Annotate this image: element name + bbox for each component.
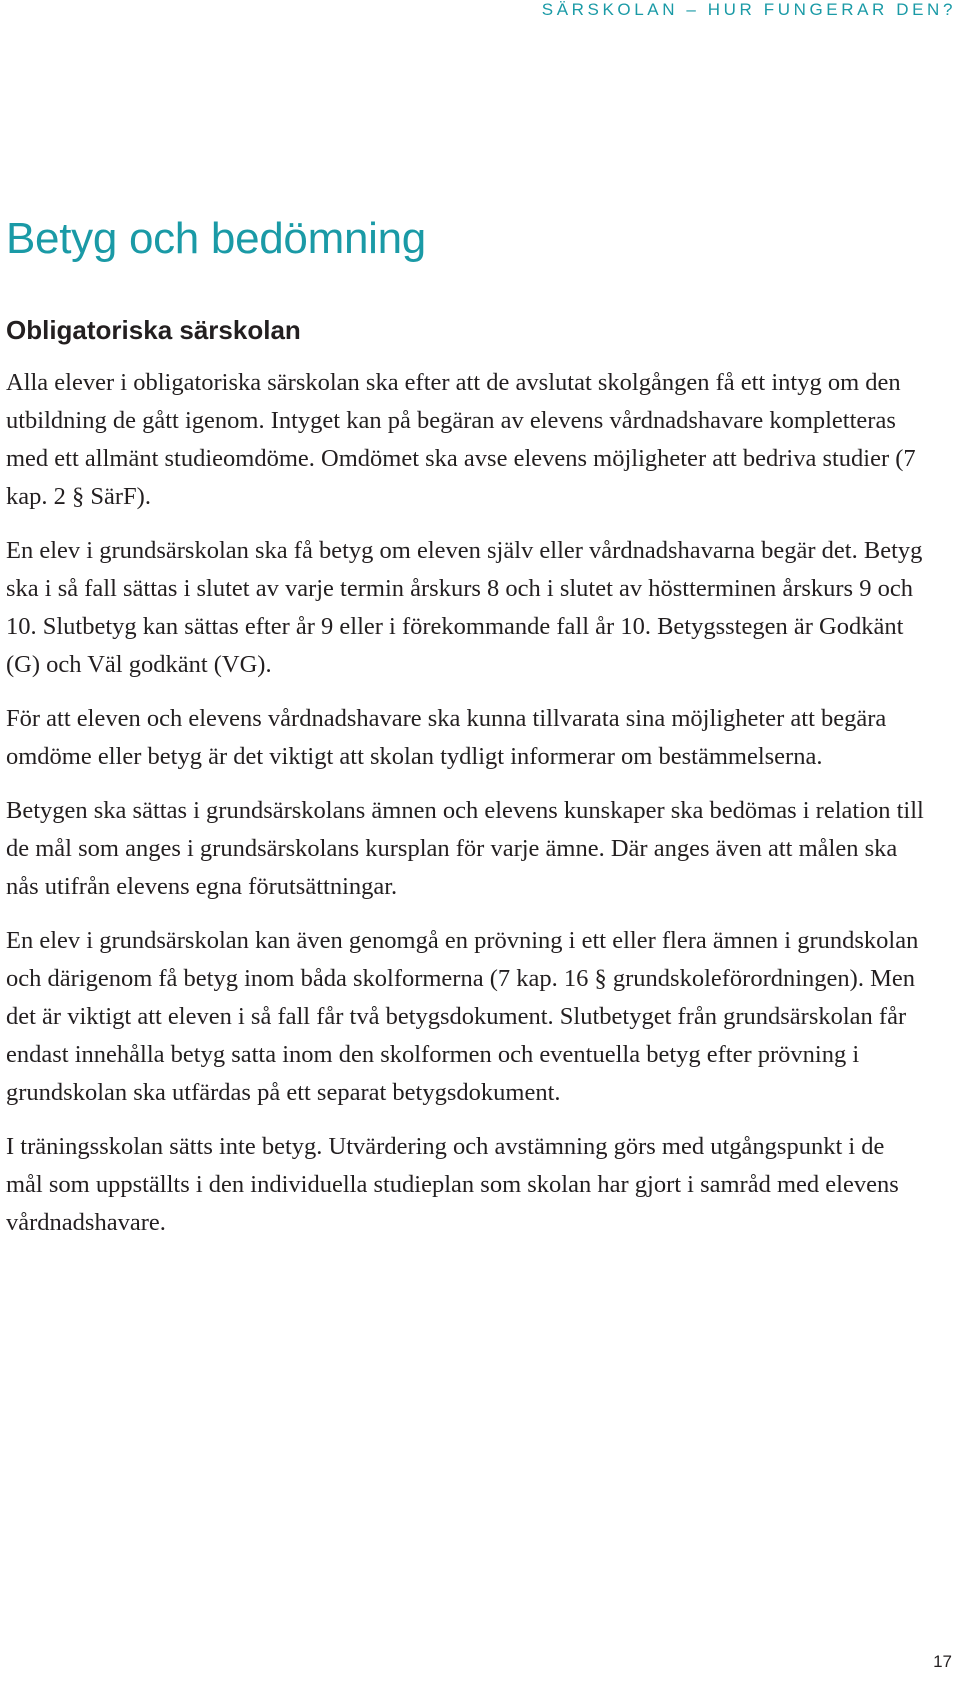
body-text xyxy=(6,364,924,1258)
section-heading: Obligatoriska särskolan xyxy=(6,315,301,345)
page-number: 17 xyxy=(933,1652,952,1671)
paragraph-amnen: Betygen ska sättas i grundsärskolans ämnen och elevens kunskaper ska bedömas i relation till de mål som anges i grundsärskolans kursplan för varje ämne. Där anges även att målen ska nås utifrån elevens egna förutsättningar. xyxy=(6,797,924,900)
paragraph-information: För att eleven och elevens vårdnadshavare ska kunna tillvarata sina möjligheter att begära omdöme eller betyg är det viktigt att skolan tydligt informerar om bestämmelserna. xyxy=(6,705,887,770)
page-title: Betyg och bedömning xyxy=(6,214,426,263)
paragraph-traningsskolan: I träningsskolan sätts inte betyg. Utvärdering och avstämning görs med utgångspunkt i de mål som uppställts i den individuella studieplan som skolan har gjort i samråd med elevens vårdnadshavare. xyxy=(6,1133,899,1236)
paragraph-intyg: Alla elever i obligatoriska särskolan ska efter att de avslutat skolgången få ett intyg om den utbildning de gått igenom. Intyget kan på begäran av elevens vårdnadshavare kompletteras med ett allmänt studieomdöme. Omdömet ska avse elevens möjligheter att bedriva studier (7 kap. 2 § SärF). xyxy=(6,369,916,510)
paragraph-betyg-grundsarskolan: En elev i grundsärskolan ska få betyg om eleven själv eller vårdnadshavarna begär det. Betyg ska i så fall sättas i slutet av varje termin årskurs 8 och i slutet av höstterminen årskurs 9 och 10. Slutbetyg kan sättas efter år 9 eller i förekommande fall år 10. Betygsstegen är Godkänt (G) och Väl godkänt (VG). xyxy=(6,537,923,678)
paragraph-provning: En elev i grundsärskolan kan även genomgå en prövning i ett eller flera ämnen i grundskolan och därigenom få betyg inom båda skolformerna (7 kap. 16 § grundskoleförordningen). Men det är viktigt att eleven i så fall får två betygsdokument. Slutbetyget från grundsärskolan får endast innehålla betyg satta inom den skolformen och eventuella betyg efter prövning i grundskolan ska utfärdas på ett separat betygsdokument. xyxy=(6,927,919,1106)
running-header: SÄRSKOLAN – HUR FUNGERAR DEN? xyxy=(541,0,956,19)
